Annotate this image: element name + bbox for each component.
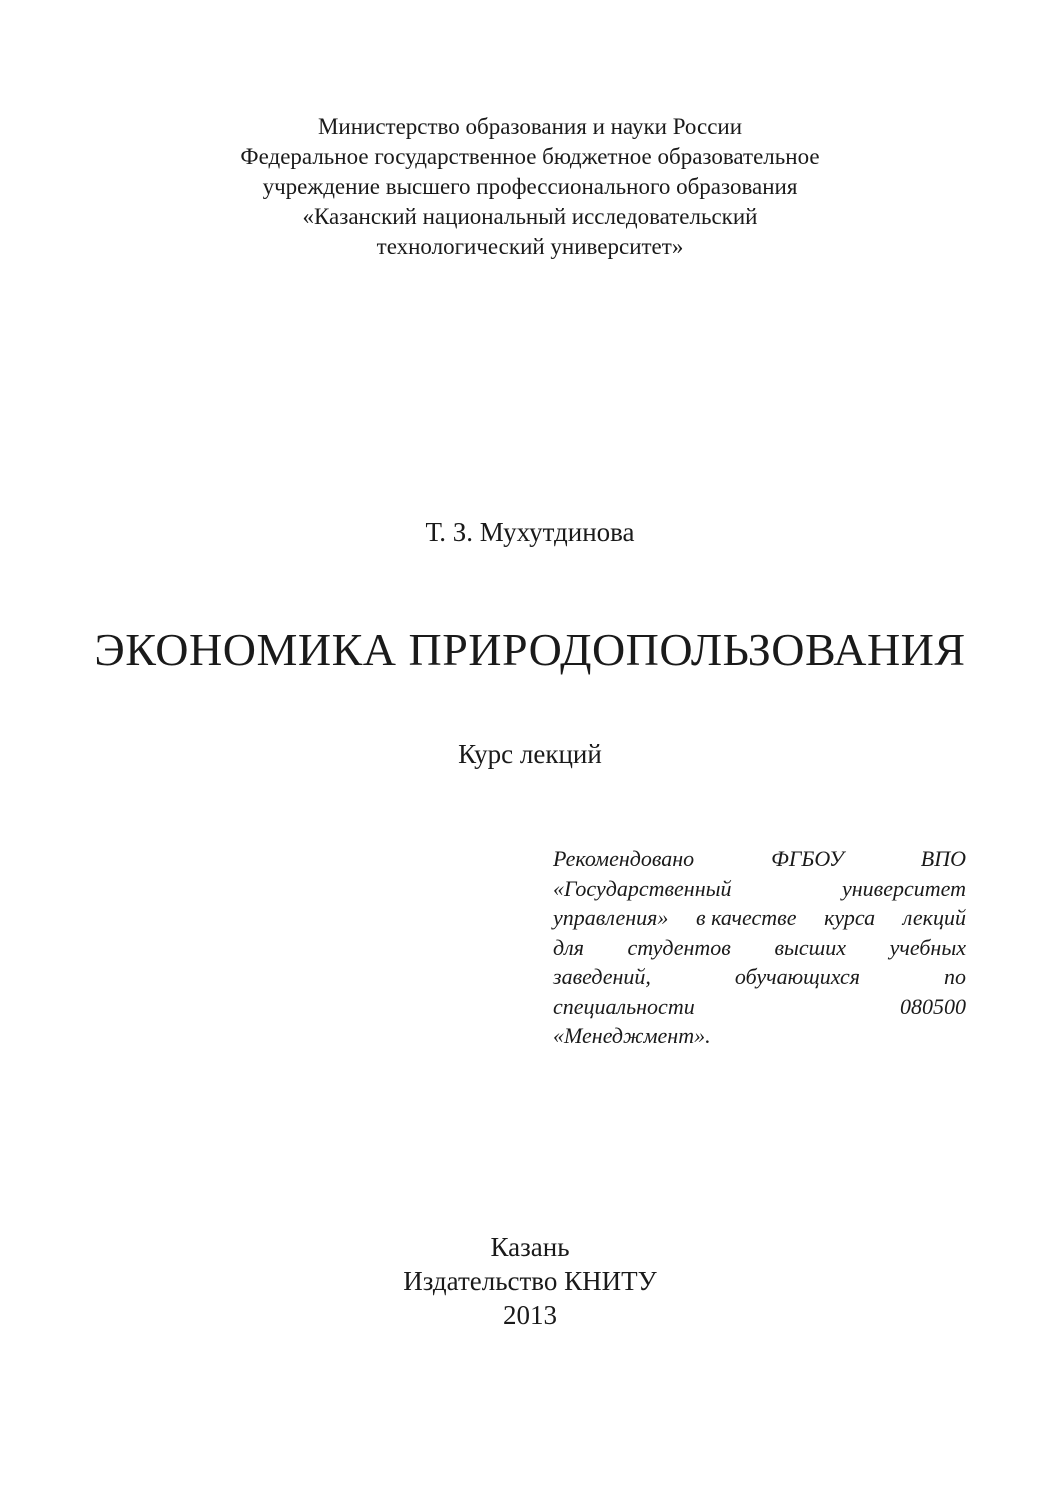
recommendation-word: курса (824, 905, 876, 930)
book-subtitle: Курс лекций (458, 739, 602, 769)
recommendation-line (553, 903, 966, 933)
recommendation-word: Рекомендовано (553, 846, 695, 871)
institution-header (0, 112, 1060, 262)
header-line: «Казанский национальный исследовательский (302, 204, 758, 229)
recommendation-word: учебных (889, 934, 966, 960)
recommendation-word: университет (841, 875, 966, 901)
publication-info (0, 1230, 1060, 1332)
recommendation-word: ФГБОУ (771, 846, 844, 871)
author-name: Т. З. Мухутдинова (425, 517, 635, 547)
recommendation-word: ВПО (920, 846, 966, 871)
header-line: учреждение высшего профессионального образования (262, 174, 798, 199)
recommendation-word: заведений, (553, 964, 651, 989)
header-line: Министерство образования и науки России (317, 114, 743, 139)
recommendation-line (553, 1021, 966, 1051)
recommendation-word: специальности (553, 993, 695, 1019)
book-title: ЭКОНОМИКА ПРИРОДОПОЛЬЗОВАНИЯ (94, 624, 966, 675)
recommendation-word: по (943, 964, 966, 989)
recommendation-word: «Менеджмент». (553, 1023, 711, 1048)
recommendation-word: высших (774, 934, 847, 960)
recommendation-word: обучающихся (734, 964, 860, 989)
recommendation-word: в качестве (696, 905, 797, 930)
recommendation-word: лекций (902, 905, 966, 930)
recommendation-line (553, 962, 966, 992)
recommendation-block (553, 844, 966, 1051)
recommendation-line (553, 874, 966, 904)
recommendation-line (553, 844, 966, 874)
recommendation-word: для (553, 934, 584, 960)
recommendation-word: «Государственный (553, 875, 732, 901)
recommendation-word: студентов (627, 934, 731, 960)
publication-year: 2013 (503, 1300, 557, 1330)
publisher-name: Издательство КНИТУ (403, 1266, 657, 1296)
recommendation-word: управления» (553, 905, 669, 930)
header-line: Федеральное государственное бюджетное образовательное (240, 144, 820, 169)
recommendation-line (553, 933, 966, 963)
recommendation-word: 080500 (900, 993, 966, 1019)
recommendation-line (553, 992, 966, 1022)
publication-city: Казань (490, 1232, 570, 1262)
header-line: технологический университет» (376, 234, 684, 259)
